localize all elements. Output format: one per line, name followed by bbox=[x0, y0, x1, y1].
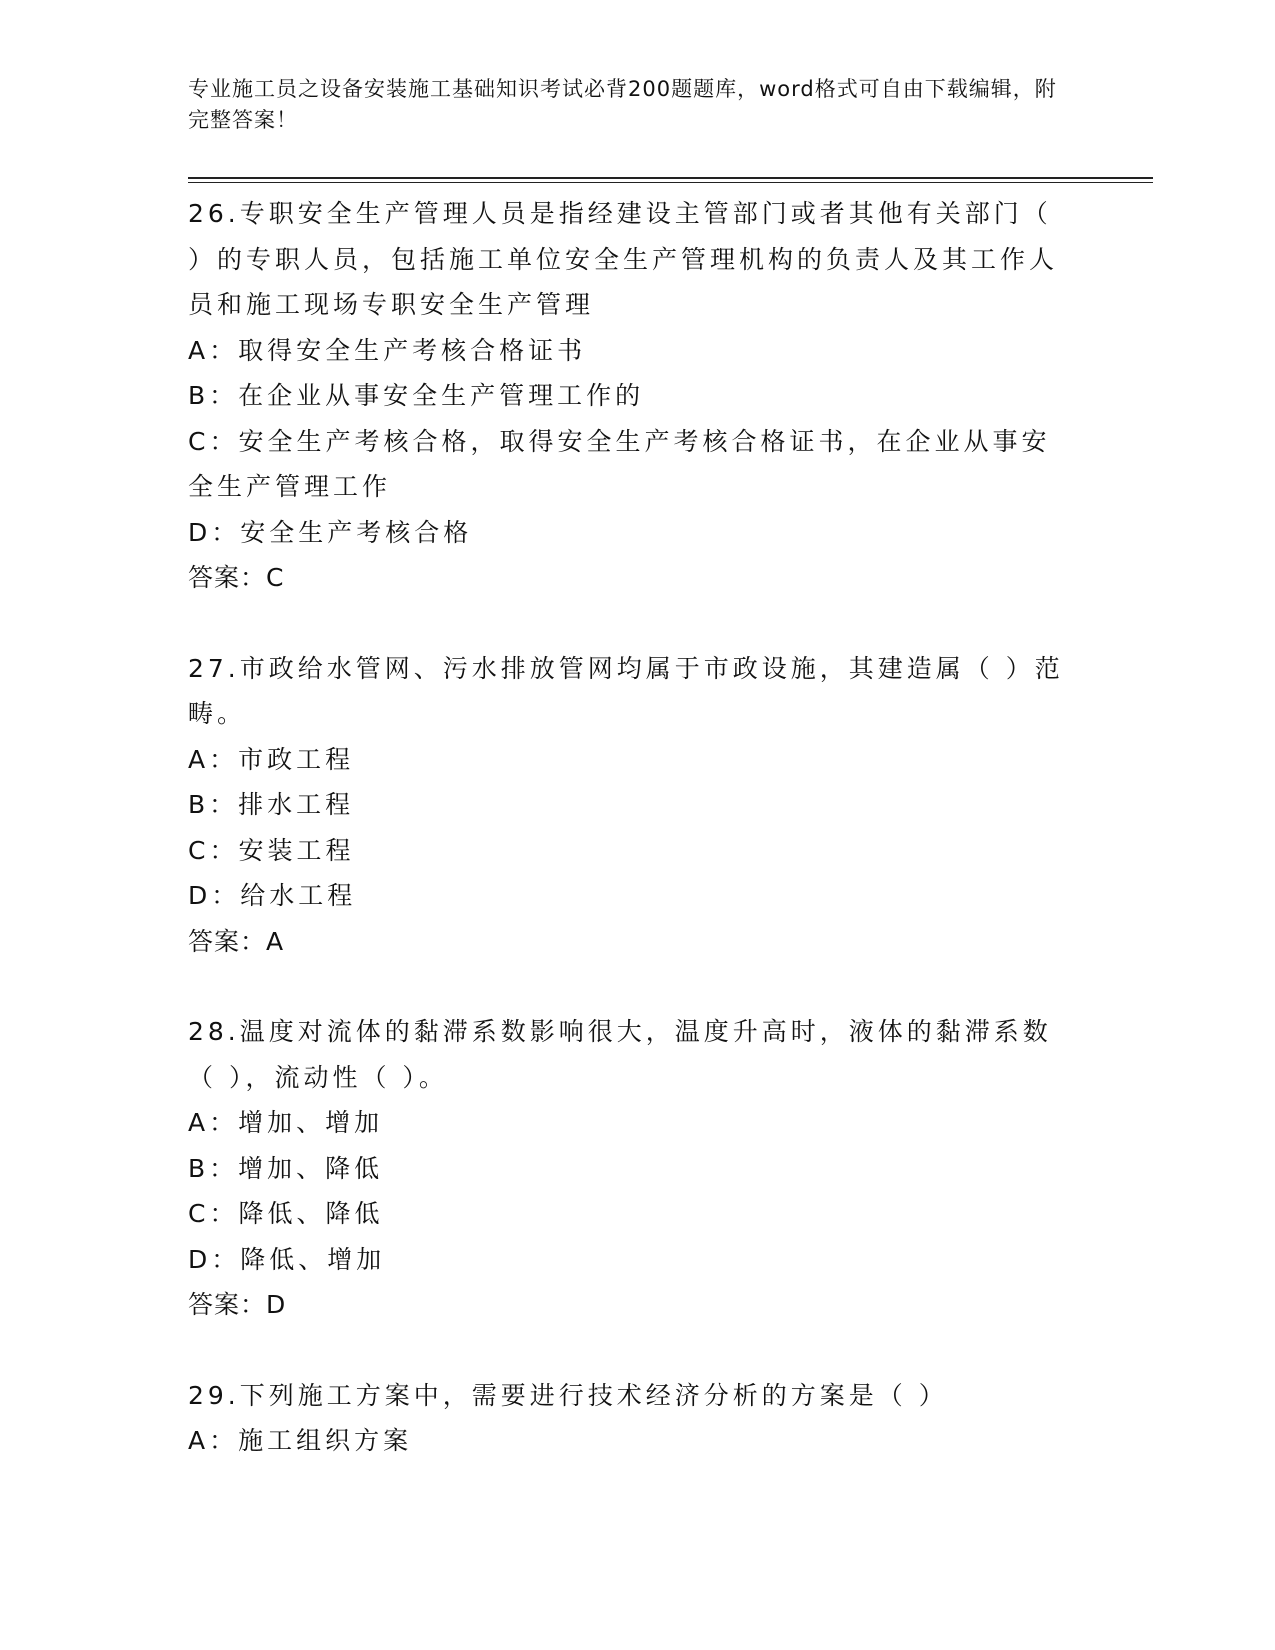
question-28 bbox=[188, 1009, 1078, 1328]
answer: 答案：D bbox=[188, 1290, 287, 1319]
option-c: C：降低、降低 bbox=[188, 1199, 384, 1228]
option-b: B：增加、降低 bbox=[188, 1153, 384, 1183]
question-29 bbox=[188, 1373, 1078, 1464]
document-header bbox=[188, 74, 1068, 136]
option-d: D：给水工程 bbox=[188, 881, 357, 910]
answer: 答案：C bbox=[188, 563, 285, 592]
option-d: D：降低、增加 bbox=[188, 1244, 386, 1274]
question-text: 29.下列施工方案中，需要进行技术经济分析的方案是（ ） bbox=[188, 1380, 948, 1410]
answer: 答案：A bbox=[188, 926, 285, 956]
option-b: B：排水工程 bbox=[188, 790, 355, 819]
option-a: A：取得安全生产考核合格证书 bbox=[188, 335, 587, 365]
header-divider-thin bbox=[188, 182, 1153, 183]
question-text: 28.温度对流体的黏滞系数影响很大，温度升高时，液体的黏滞系数（ ），流动性（ ）。 bbox=[188, 1017, 1052, 1092]
question-text: 26.专职安全生产管理人员是指经建设主管部门或者其他有关部门（ ）的专职人员，包括施工单位安全生产管理机构的负责人及其工作人员和施工现场专职安全生产管理 bbox=[188, 199, 1059, 319]
option-b: B：在企业从事安全生产管理工作的 bbox=[188, 381, 645, 410]
option-d: D：安全生产考核合格 bbox=[188, 517, 473, 547]
header-title: 专业施工员之设备安装施工基础知识考试必背200题题库，word格式可自由下载编辑，附完整答案！ bbox=[188, 77, 1057, 132]
question-text: 27.市政给水管网、污水排放管网均属于市政设施，其建造属（ ）范畴。 bbox=[188, 653, 1064, 728]
question-26 bbox=[188, 191, 1078, 601]
option-a: A：增加、增加 bbox=[188, 1108, 384, 1137]
option-c: C：安全生产考核合格，取得安全生产考核合格证书，在企业从事安全生产管理工作 bbox=[188, 426, 1051, 501]
header-divider-thick bbox=[188, 177, 1153, 179]
option-a: A：施工组织方案 bbox=[188, 1426, 413, 1455]
question-27 bbox=[188, 646, 1078, 965]
option-c: C：安装工程 bbox=[188, 835, 355, 865]
option-a: A：市政工程 bbox=[188, 744, 355, 774]
question-list bbox=[188, 191, 1078, 1509]
